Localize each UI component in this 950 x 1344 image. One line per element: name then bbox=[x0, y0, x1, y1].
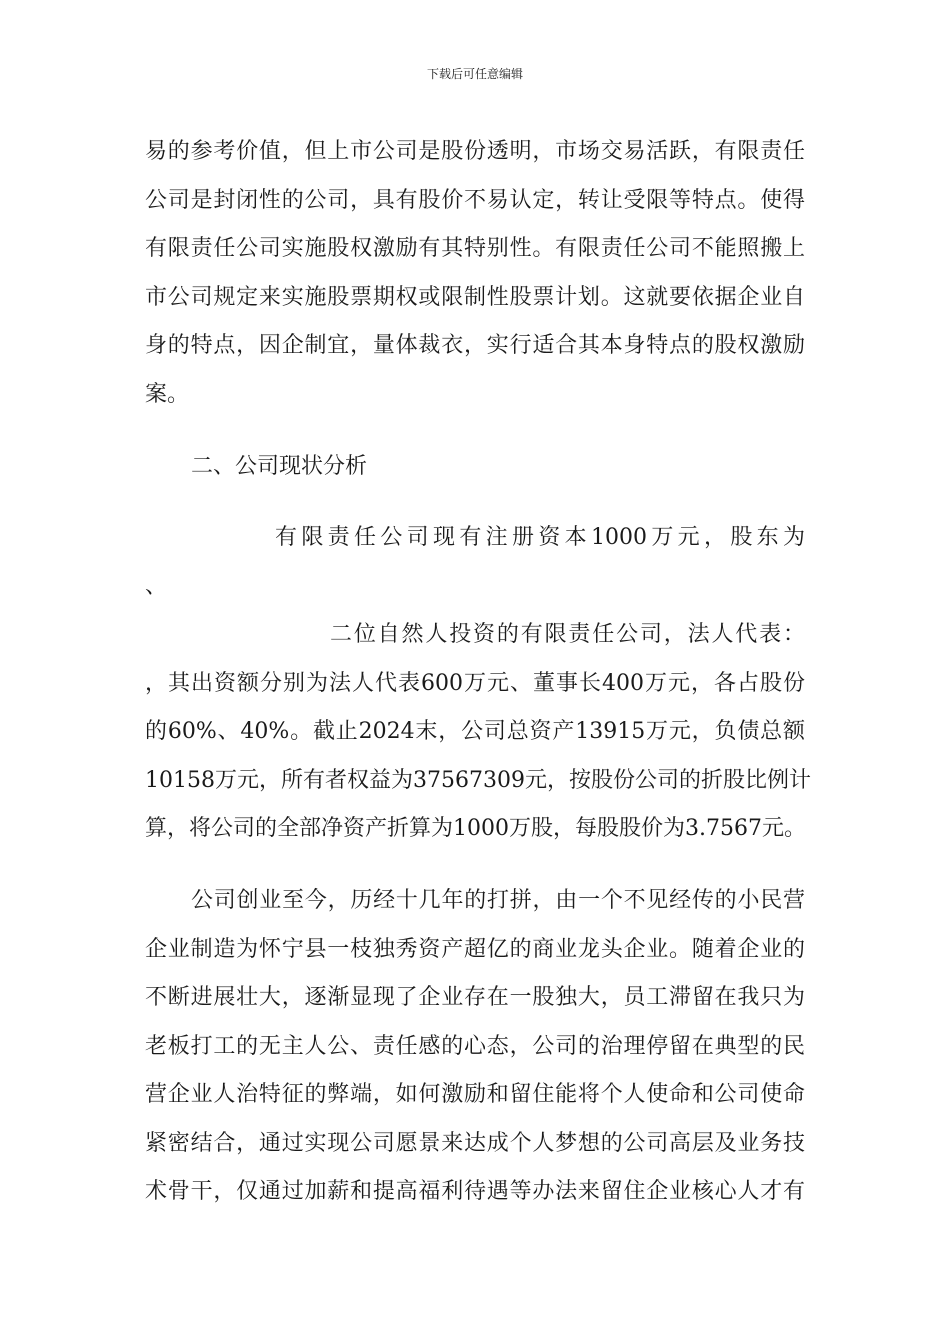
text-line: ，其出资额分别为法人代表600万元、董事长400万元，各占股份 bbox=[145, 671, 805, 696]
text-line: 算，将公司的全部净资产折算为1000万股，每股股价为3.7567元。 bbox=[145, 816, 806, 841]
text-line: 10158万元，所有者权益为37567309元，按股份公司的折股比例计 bbox=[145, 768, 811, 793]
text-line: 二位自然人投资的有限责任公司，法人代表： bbox=[330, 622, 805, 647]
text-line: 易的参考价值，但上市公司是股份透明，市场交易活跃，有限责任 bbox=[145, 139, 805, 164]
text-line: 有限责任公司实施股权激励有其特别性。有限责任公司不能照搬上 bbox=[145, 236, 805, 261]
text-line: 的60%、40%。截止2024末，公司总资产13915万元，负债总额 bbox=[145, 719, 805, 744]
page-header: 下载后可任意编辑 bbox=[426, 67, 523, 81]
text-line: 公司是封闭性的公司，具有股价不易认定，转让受限等特点。使得 bbox=[145, 188, 805, 213]
text-line: 身的特点，因企制宜，量体裁衣，实行适合其本身特点的股权激励 bbox=[145, 333, 805, 358]
text-line: 有限责任公司现有注册资本1000万元，股东为 bbox=[275, 525, 805, 550]
text-line: 市公司规定来实施股票期权或限制性股票计划。这就要依据企业自 bbox=[145, 285, 805, 310]
text-line: 公司创业至今，历经十几年的打拼，由一个不见经传的小民营 bbox=[191, 888, 805, 913]
text-line: 不断进展壮大，逐渐显现了企业存在一股独大，员工滞留在我只为 bbox=[145, 985, 805, 1010]
text-line: 、 bbox=[145, 574, 168, 599]
text-line: 紧密结合，通过实现公司愿景来达成个人梦想的公司高层及业务技 bbox=[145, 1131, 805, 1156]
text-line: 术骨干，仅通过加薪和提高福利待遇等办法来留住企业核心人才有 bbox=[145, 1179, 805, 1204]
text-line: 案。 bbox=[145, 382, 190, 407]
section-heading: 二、公司现状分析 bbox=[191, 454, 368, 479]
text-line: 企业制造为怀宁县一枝独秀资产超亿的商业龙头企业。随着企业的 bbox=[145, 937, 805, 962]
text-line: 老板打工的无主人公、责任感的心态，公司的治理停留在典型的民 bbox=[145, 1034, 805, 1059]
text-line: 营企业人治特征的弊端，如何激励和留住能将个人使命和公司使命 bbox=[145, 1082, 805, 1107]
